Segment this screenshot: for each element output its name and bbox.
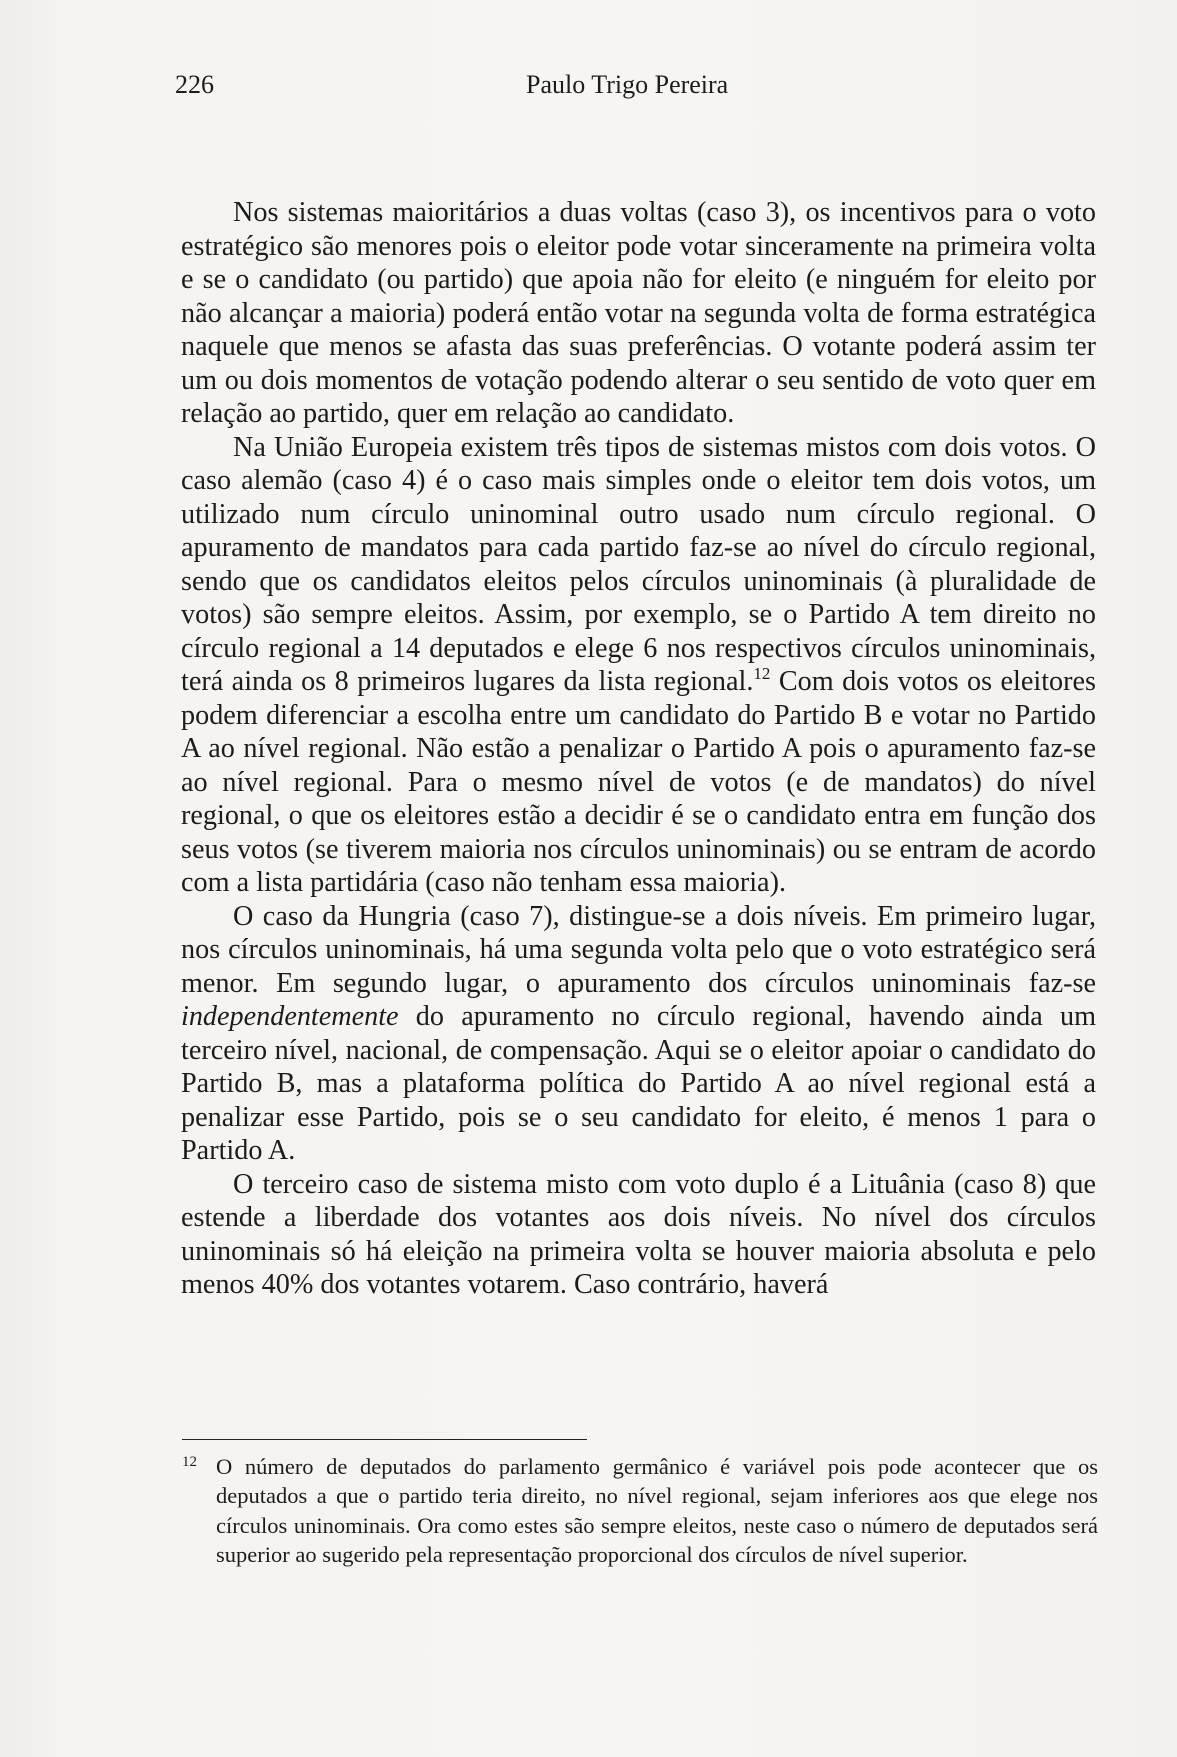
page-number: 226 [175, 70, 214, 99]
footnote-reference[interactable]: 12 [753, 664, 771, 683]
paragraph-mixed-systems-germany [181, 431, 1096, 900]
paragraph-two-round-systems [181, 196, 1096, 431]
paragraph-text-continued: Com dois votos os eleitores podem diferenciar a escolha entre um candidato do Partido B e votar no Partido A ao nível regional. Não estão a penalizar o Partido A pois o apuramento faz-se ao nível regional. Para o mesmo nível de votos (e de mandatos) do nível regional, o que os eleitores estão a decidir é se o candidato entra em função dos seus votos (se tiverem maioria nos círculos uninominais) ou se entram de acordo com a lista partidária (caso não tenham essa maioria). [181, 666, 1097, 898]
emphasized-word: independentemente [181, 1001, 399, 1032]
footnote-marker: 12 [182, 1454, 197, 1470]
paragraph-hungary [181, 900, 1096, 1168]
paragraph-lithuania [181, 1168, 1096, 1302]
footnote [182, 1452, 1098, 1570]
paragraph-text: O caso da Hungria (caso 7), distingue-se a dois níveis. Em primeiro lugar, nos círculos uninominais, há uma segunda volta pelo que o voto estratégico será menor. Em segundo lugar, o apuramento dos círculos uninominais faz-se [181, 900, 1096, 999]
body-text [181, 196, 1096, 1302]
footnote-separator [182, 1439, 587, 1440]
paragraph-text: Nos sistemas maioritários a duas voltas (caso 3), os incentivos para o voto estratégico são menores pois o eleitor pode votar sinceramente na primeira volta e se o candidato (ou partido) que apoia não for eleito (e ninguém for eleito por não alcançar a maioria) poderá então votar na segunda volta de forma estratégica naquele que menos se afasta das suas preferências. O votante poderá assim ter um ou dois momentos de votação podendo alterar o seu sentido de voto quer em relação ao partido, quer em relação ao candidato. [181, 197, 1096, 429]
footnote-text: O número de deputados do parlamento germânico é variável pois pode acontecer que os deputados a que o partido teria direito, no nível regional, sejam inferiores aos que elege nos círculos uninominais. Ora como estes são sempre eleitos, neste caso o número de deputados será superior ao sugerido pela representação proporcional dos círculos de nível superior. [216, 1454, 1098, 1568]
paragraph-text: Na União Europeia existem três tipos de sistemas mistos com dois votos. O caso alemão (caso 4) é o caso mais simples onde o eleitor tem dois votos, um utilizado num círculo uninominal outro usado num círculo regional. O apuramento de mandatos para cada partido faz-se ao nível do círculo regional, sendo que os candidatos eleitos pelos círculos uninominais (à pluralidade de votos) são sempre eleitos. Assim, por exemplo, se o Partido A tem direito no círculo regional a 14 deputados e elege 6 nos respectivos círculos uninominais, terá ainda os 8 primeiros lugares da lista regional. [181, 431, 1096, 697]
running-header [175, 70, 1011, 110]
paragraph-text-continued: do apuramento no círculo regional, havendo ainda um terceiro nível, nacional, de compensação. Aqui se o eleitor apoiar o candidato do Partido B, mas a plataforma política do Partido A ao nível regional está a penalizar esse Partido, pois se o seu candidato for eleito, é menos 1 para o Partido A. [181, 1001, 1096, 1166]
running-title: Paulo Trigo Pereira [526, 70, 729, 99]
paragraph-text: O terceiro caso de sistema misto com voto duplo é a Lituânia (caso 8) que estende a liberdade dos votantes aos dois níveis. No nível dos círculos uninominais só há eleição na primeira volta se houver maioria absoluta e pelo menos 40% dos votantes votarem. Caso contrário, haverá [181, 1168, 1096, 1300]
